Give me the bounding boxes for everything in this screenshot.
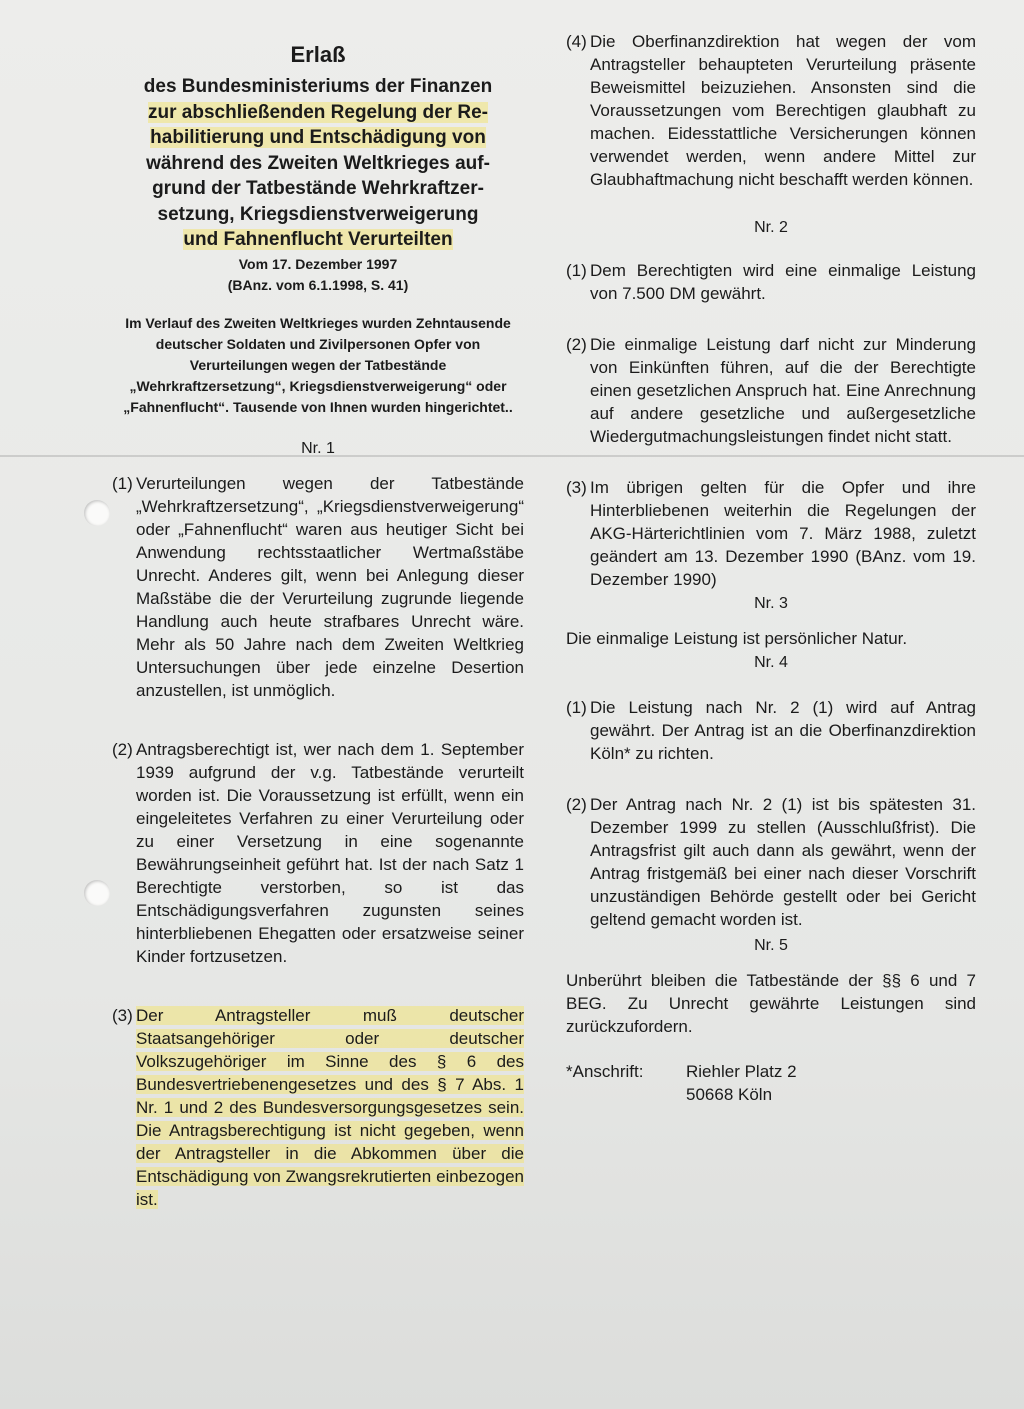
left-column bbox=[112, 42, 524, 1211]
paragraph-text: Die Leistung nach Nr. 2 (1) wird auf Antrag gewährt. Der Antrag ist an die Oberfinanzdirektion Köln* zu richten. bbox=[590, 698, 976, 763]
address-city: 50668 Köln bbox=[686, 1085, 773, 1104]
paragraph-text: Antragsberechtigt ist, wer nach dem 1. September 1939 aufgrund der v.g. Tatbestände verurteilt worden ist. Die Voraussetzung ist erfüllt, wenn ein eingeleitetes Verfahren zu einer Verurteilung oder zu einer Versetzung in eine sogenannte Bewährungseinheit geführt hat. Ist der nach Satz 1 Berechtigte verstorben, so ist das Entschädigungsverfahren zugunsten seines hinterbliebenen Ehegatten oder ersatzweise seiner Kinder fortzusetzen. bbox=[136, 739, 524, 966]
paragraph-text: Der Antrag nach Nr. 2 (1) ist bis spätesten 31. Dezember 1999 zu stellen (Ausschlußfrist). Die Antragsfrist gilt auch dann als gewährt, wenn der Antrag fristgemäß bei einer nach dieser Vorschrift unzuständigen Behörde gestellt oder bei Gericht geltend gemacht worden ist. bbox=[590, 795, 976, 929]
paragraph-number: (2) bbox=[566, 335, 587, 354]
address-lines bbox=[686, 1060, 797, 1106]
paragraph-number: (2) bbox=[112, 739, 133, 759]
decree-reference: (BAnz. vom 6.1.1998, S. 41) bbox=[227, 276, 409, 293]
address-street: Riehler Platz 2 bbox=[686, 1062, 797, 1081]
punch-hole-top bbox=[84, 500, 110, 526]
nr1-paragraph-2 bbox=[112, 738, 524, 968]
paragraph-text: Im übrigen gelten für die Opfer und ihre Hinterbliebenen weiterhin die Regelungen der AKG-Härterichtlinien vom 7. März 1988, zuletzt geändert am 13. Dezember 1990 (BAnz. vom 19. Dezember 1990) bbox=[590, 478, 976, 589]
paragraph-number: (1) bbox=[112, 473, 133, 493]
section-heading-nr4: Nr. 4 bbox=[754, 654, 788, 671]
nr1-paragraph-3 bbox=[112, 1004, 524, 1211]
address-label: *Anschrift: bbox=[566, 1062, 644, 1081]
paragraph-number: (4) bbox=[566, 32, 587, 51]
nr2-paragraph-2 bbox=[566, 333, 976, 448]
decree-subtitle-line bbox=[112, 100, 524, 126]
nr2-paragraph-1 bbox=[566, 259, 976, 305]
paragraph-text: Die Oberfinanzdirektion hat wegen der vom Antragsteller behaupteten Verurteilung präsente Beweismittel beizuziehen. Ansonsten sind die Voraussetzungen vom Berechtigen glaubhaft zu machen. Eidesstattliche Versicherungen können verwendet werden, wenn andere Mittel zur Glaubhaftmachung nicht beschafft werden können. bbox=[590, 32, 976, 189]
paragraph-number: (1) bbox=[566, 698, 587, 717]
nr3-text: Die einmalige Leistung ist persönlicher Natur. bbox=[566, 629, 908, 648]
decree-subtitle-line bbox=[112, 227, 524, 253]
decree-subtitle-line: während des Zweiten Weltkrieges auf- bbox=[146, 152, 490, 174]
section-heading-nr2: Nr. 2 bbox=[754, 219, 788, 236]
intro-paragraph: Im Verlauf des Zweiten Weltkrieges wurden Zehntausende deutscher Soldaten und Zivilpersonen Opfer von Verurteilungen wegen der Tatbestände „Wehrkraftzersetzung“, Kriegsdienstverweigerung“ oder „Fahnenflucht“. Tausende von Ihnen wurden hingerichtet.. bbox=[123, 314, 513, 415]
nr2-paragraph-3 bbox=[566, 476, 976, 591]
paragraph-text: Die einmalige Leistung darf nicht zur Minderung von Einkünften führen, auf die der Berechtigte einen gesetzlichen Anspruch hat. Eine Anrechnung auf andere gesetzliche und außergesetzliche Wiedergutmachungsleistungen findet nicht statt. bbox=[590, 335, 976, 446]
paragraph-text: Der Antragsteller muß deutscher Staatsangehöriger oder deutscher Volkszugehöriger im Sinne des § 6 des Bundesvertriebenengesetzes und des § 7 Abs. 1 Nr. 1 und 2 des Bundesversorgungsgesetzes sein. Die Antragsberechtigung ist nicht gegeben, wenn der Antragsteller in die Abkommen über die Entschädigung von Zwangsrekrutierten einbezogen ist. bbox=[136, 1005, 524, 1209]
address-block bbox=[566, 1060, 976, 1106]
paragraph-number: (3) bbox=[566, 478, 587, 497]
punch-hole-bottom bbox=[84, 880, 110, 906]
paragraph-number: (1) bbox=[566, 261, 587, 280]
decree-subtitle-line bbox=[112, 125, 524, 151]
nr1-paragraph-4 bbox=[566, 30, 976, 191]
nr1-paragraph-1 bbox=[112, 472, 524, 702]
decree-date: Vom 17. Dezember 1997 bbox=[238, 255, 398, 272]
right-column bbox=[566, 30, 976, 1106]
decree-subtitle-line: grund der Tatbestände Wehrkraftzer- bbox=[152, 178, 484, 199]
decree-subtitle-line: des Bundesministeriums der Finanzen bbox=[143, 76, 493, 97]
section-heading-nr1: Nr. 1 bbox=[301, 439, 335, 457]
nr5-text: Unberührt bleiben die Tatbestände der §§ 6 und 7 BEG. Zu Unrecht gewährte Leistungen sind zurückzufordern. bbox=[566, 971, 976, 1036]
nr4-paragraph-1 bbox=[566, 696, 976, 765]
paragraph-number: (2) bbox=[566, 795, 587, 814]
nr4-paragraph-2 bbox=[566, 793, 976, 931]
decree-title: Erlaß bbox=[290, 42, 346, 67]
decree-subtitle-line: setzung, Kriegsdienstverweigerung bbox=[157, 203, 479, 225]
paragraph-number: (3) bbox=[112, 1005, 133, 1025]
highlight-mark: und Fahnenflucht Verurteilten bbox=[183, 229, 453, 250]
section-heading-nr3: Nr. 3 bbox=[754, 595, 788, 612]
section-heading-nr5: Nr. 5 bbox=[754, 937, 788, 954]
highlight-mark: zur abschließenden Regelung der Re- bbox=[148, 101, 488, 123]
paragraph-text: Verurteilungen wegen der Tatbestände „Wehrkraftzersetzung“, „Kriegsdienstverweigerung“ oder „Fahnenflucht“ waren aus heutiger Sicht bei Anwendung rechtsstaatlicher Wertmaßstäbe Unrecht. Anderes gilt, wenn bei Anlegung dieser Maßstäbe die der Verurteilung zugrunde liegende Handlung auch heute strafbares Unrecht wäre. Mehr als 50 Jahre nach dem Zweiten Weltkrieg Untersuchungen über jede einzelne Desertion anzustellen, ist unmöglich. bbox=[136, 473, 524, 700]
highlight-mark: habilitierung und Entschädigung von bbox=[150, 127, 486, 148]
paragraph-text: Dem Berechtigten wird eine einmalige Leistung von 7.500 DM gewährt. bbox=[590, 261, 976, 303]
